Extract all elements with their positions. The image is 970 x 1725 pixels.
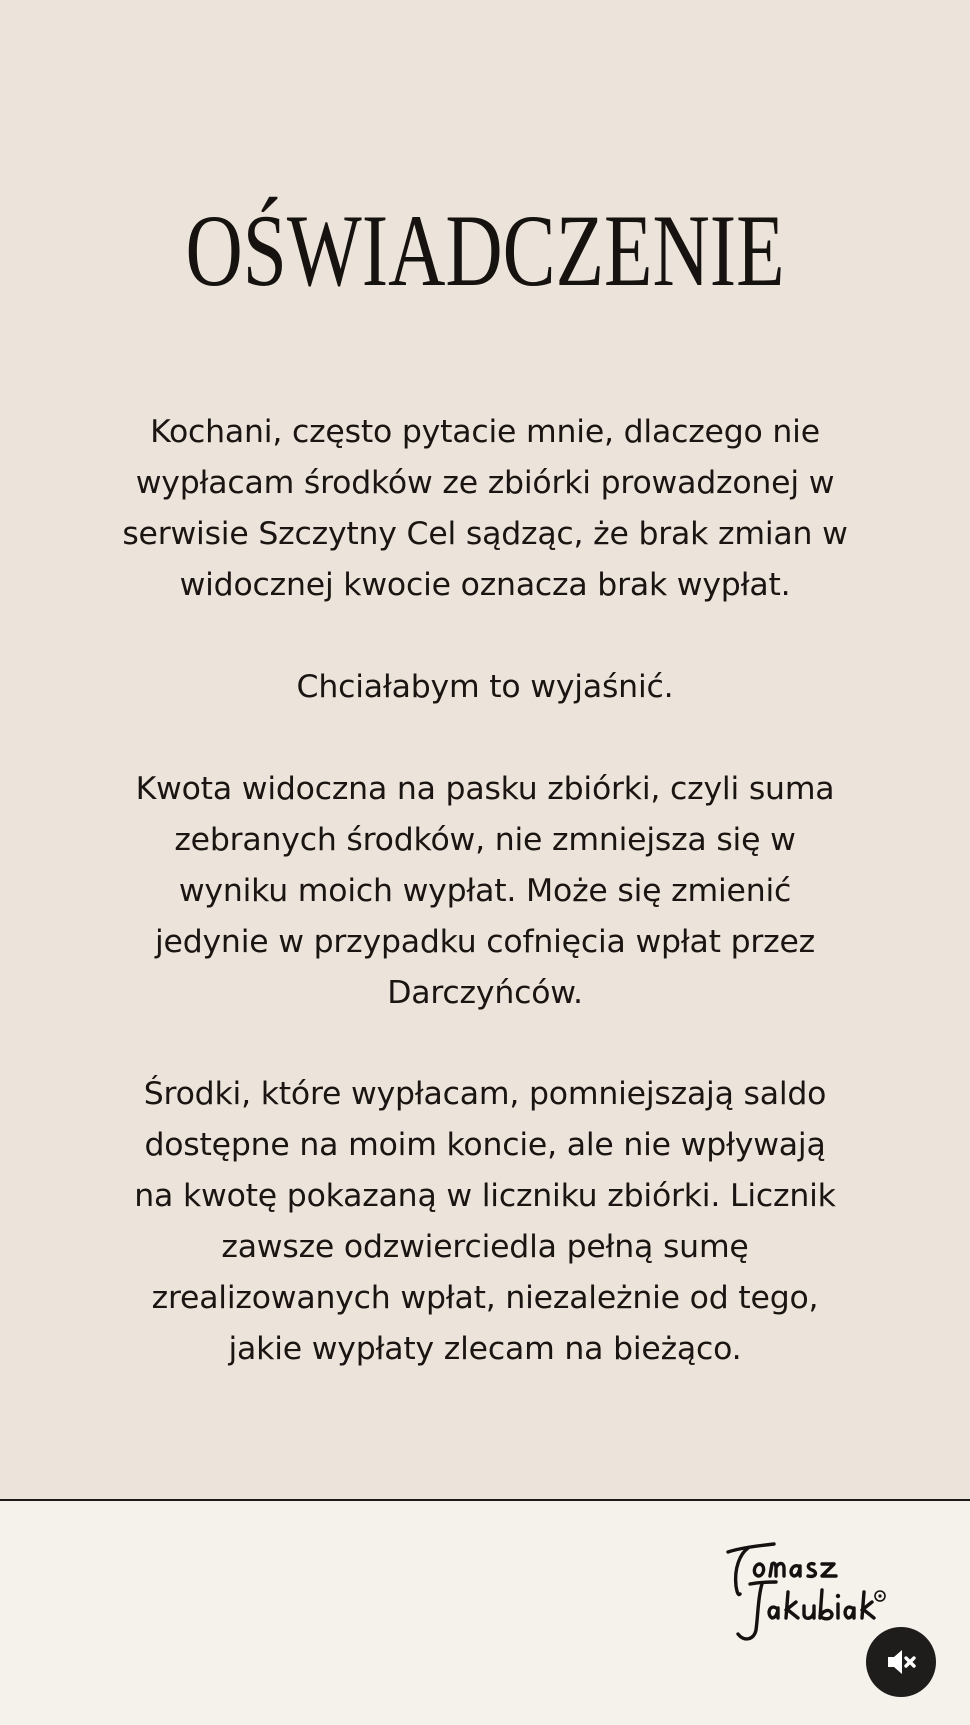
text-line: zebranych środków, nie zmniejsza się w (174, 822, 796, 858)
text-line: dostępne na moim koncie, ale nie wpływają (144, 1127, 826, 1163)
paragraph-explain (40, 662, 930, 713)
mute-toggle-button[interactable] (866, 1627, 936, 1697)
text-line: wyniku moich wypłat. Może się zmienić (178, 873, 792, 909)
paragraph-funds (40, 1069, 930, 1375)
text-line: Kochani, często pytacie mnie, dlaczego nie (150, 414, 820, 450)
title-wrap (0, 196, 970, 306)
text-line: Kwota widoczna na pasku zbiórki, czyli suma (135, 771, 835, 807)
text-line: serwisie Szczytny Cel sądząc, że brak zmian w (122, 516, 848, 552)
text-line: wypłacam środków ze zbiórki prowadzonej w (135, 465, 835, 501)
brand-logo (718, 1538, 888, 1646)
signature-logo-icon (718, 1538, 888, 1646)
text-line: Chciałabym to wyjaśnić. (296, 669, 674, 705)
text-line: jedynie w przypadku cofnięcia wpłat przez (154, 924, 816, 960)
text-line: widocznej kwocie oznacza brak wypłat. (179, 567, 791, 603)
text-line: zawsze odzwierciedla pełną sumę (221, 1229, 749, 1265)
text-line: zrealizowanych wpłat, niezależnie od tego, (151, 1280, 819, 1316)
text-line: Środki, które wypłacam, pomniejszają saldo (143, 1076, 827, 1112)
text-line: Darczyńców. (387, 975, 583, 1011)
text-line: jakie wypłaty zlecam na bieżąco. (228, 1331, 742, 1367)
paragraph-amount (40, 764, 930, 1019)
paragraph-intro (40, 407, 930, 611)
text-line: na kwotę pokazaną w liczniku zbiórki. Licznik (134, 1178, 836, 1214)
speaker-muted-icon (883, 1644, 919, 1680)
statement-title: OŚWIADCZENIE (185, 194, 785, 308)
